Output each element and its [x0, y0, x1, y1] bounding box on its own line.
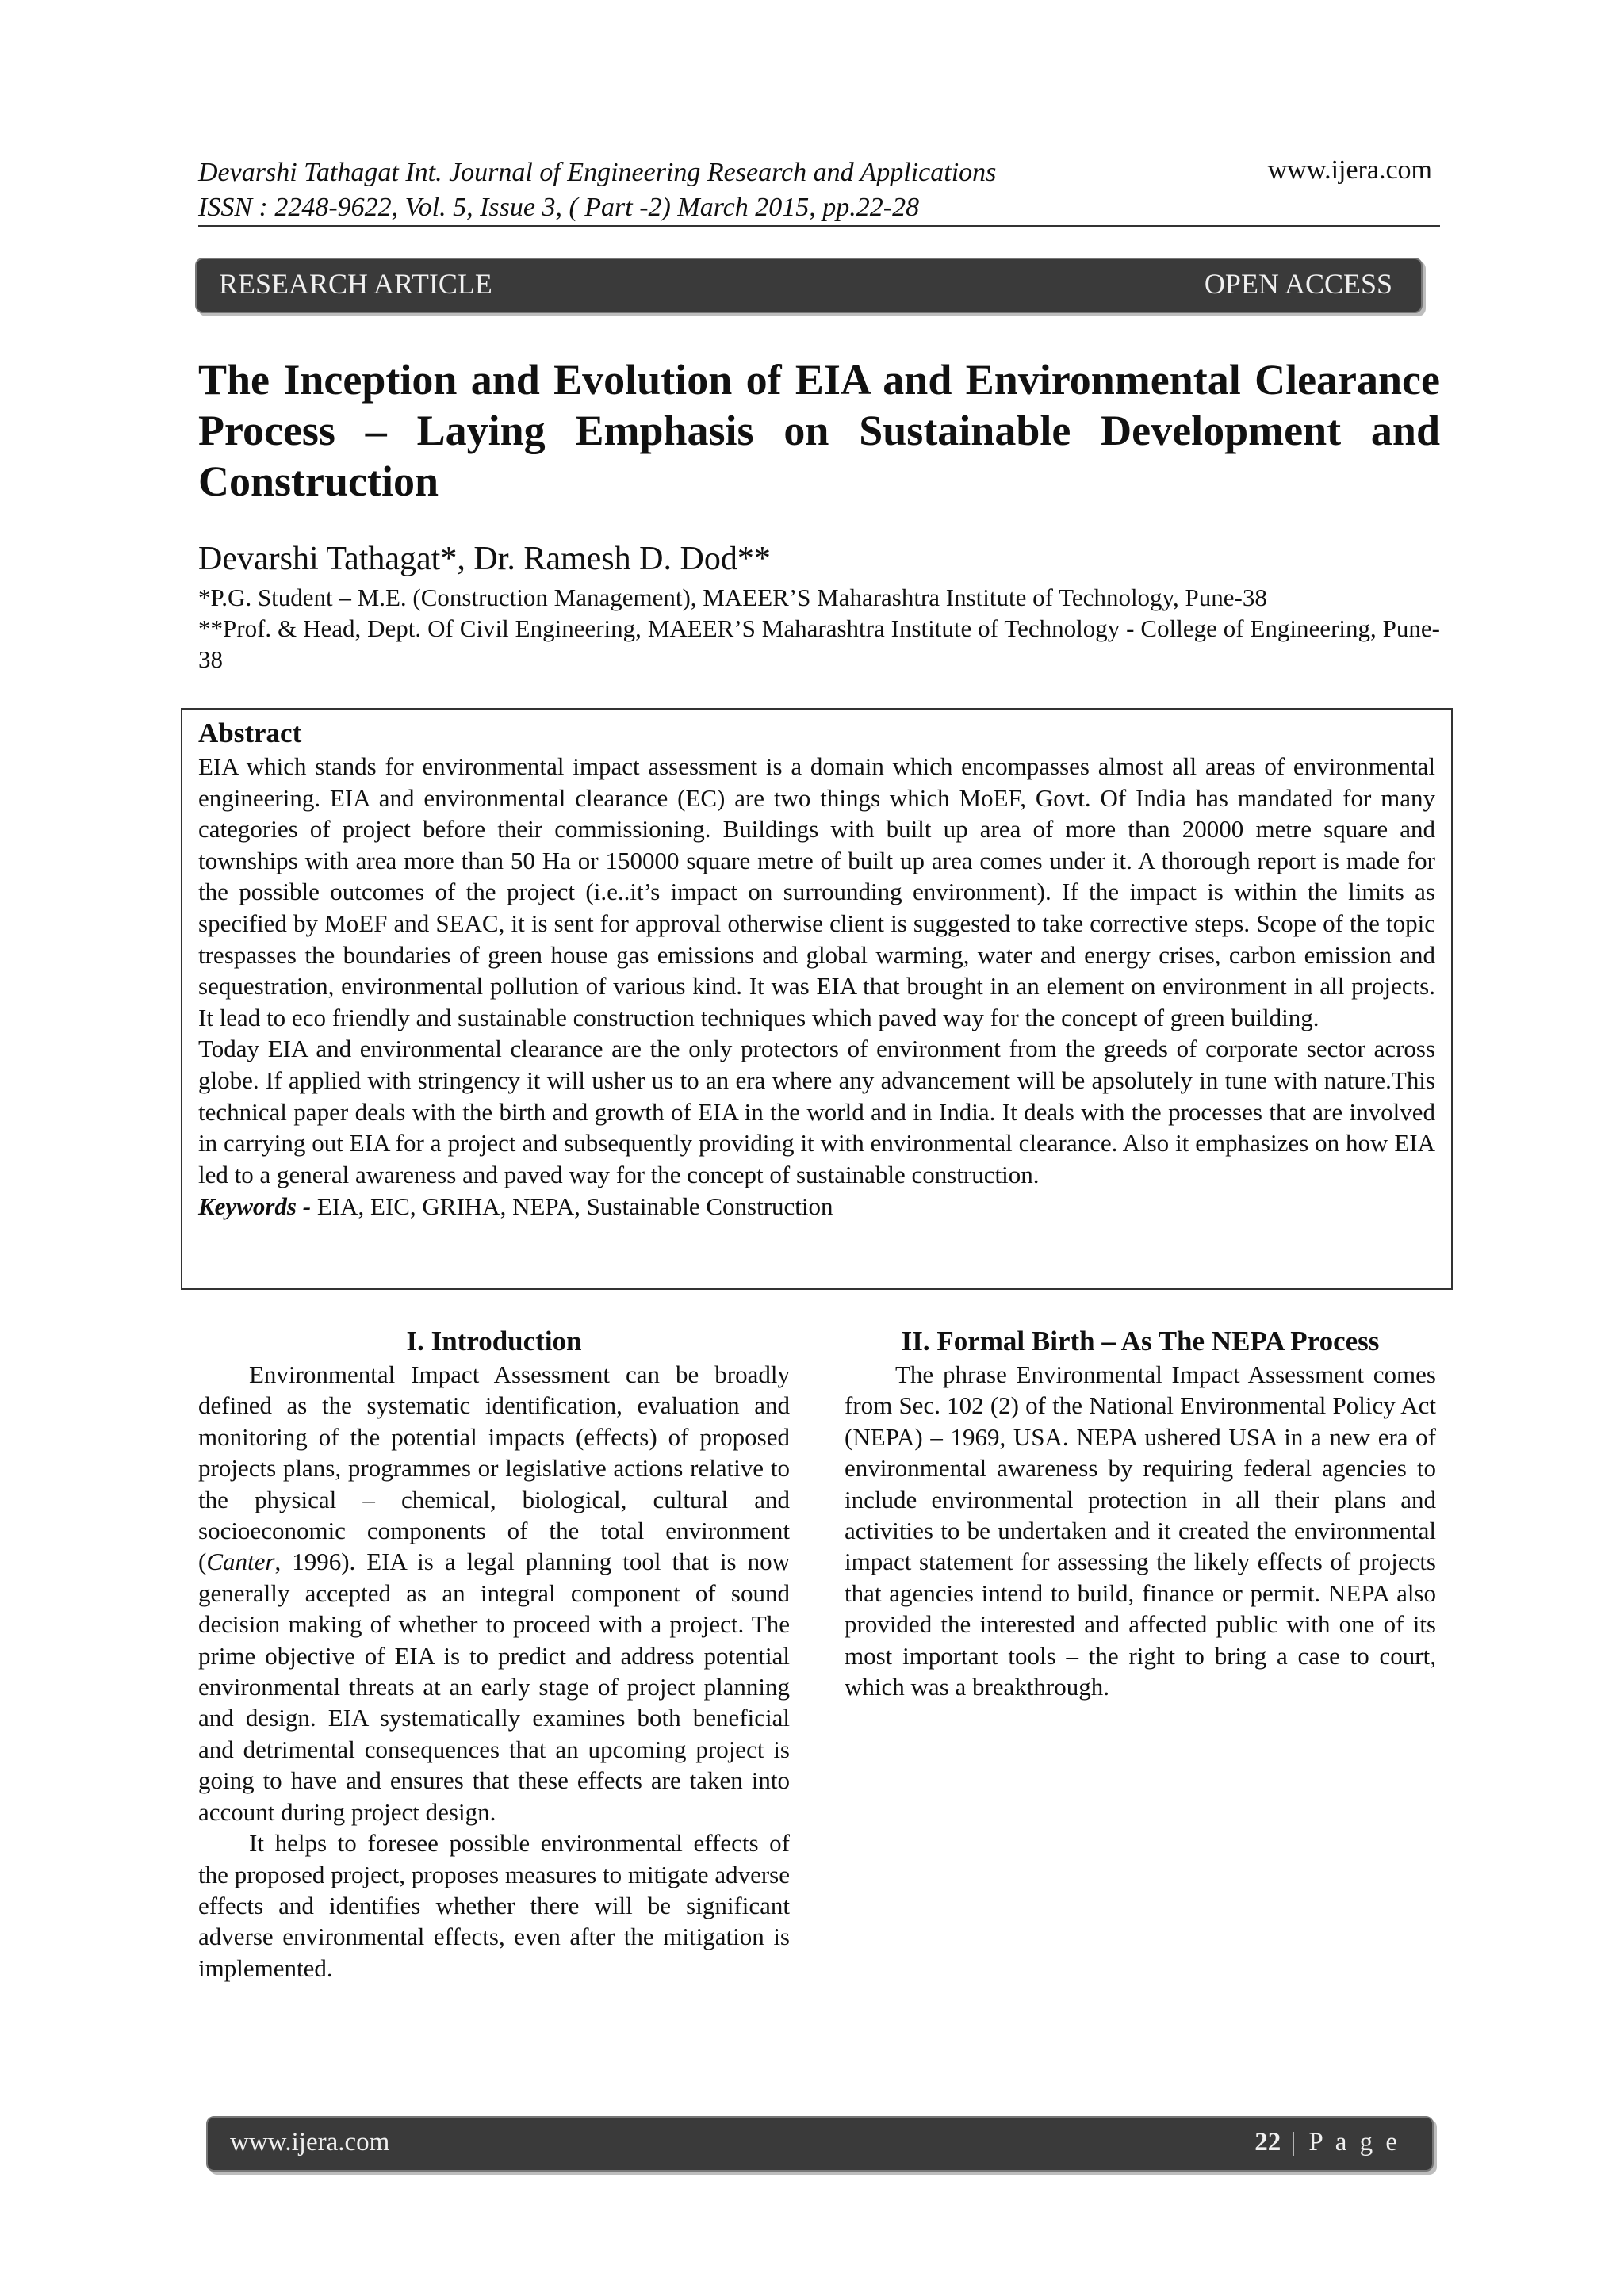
article-type-banner — [195, 258, 1423, 313]
keywords-list: EIA, EIC, GRIHA, NEPA, Sustainable Construction — [316, 1192, 833, 1221]
abstract-paragraph-1: EIA which stands for environmental impact assessment is a domain which encompasses almost all areas of environmental engineering. EIA and environmental clearance (EC) are two things which MoEF, Govt. Of India has mandated for many categories of project before their commissioning. Buildings with built up area of more than 20000 metre square and townships with area more than 50 Ha or 150000 square metre of built up area comes under it. A thorough report is made for the possible outcomes of the project (i.e..it’s impact on surrounding environment). If the impact is within the limits as specified by MoEF and SEAC, it is sent for approval otherwise client is suggested to take corrective steps. Scope of the topic trespasses the boundaries of green house gas emissions and global warming, water and energy crises, carbon emission and sequestration, environmental pollution of various kind. It was EIA that brought in an element on environment in all projects. It lead to eco friendly and sustainable construction techniques which paved way for the concept of green building. — [198, 752, 1435, 1031]
page-number-value: 22 — [1254, 2128, 1281, 2156]
abstract-paragraph-2: Today EIA and environmental clearance are the only protectors of environment from the greeds of corporate sector across globe. If applied with stringency it will usher us to an era where any advancement will be apsolutely in tune with nature.This technical paper deals with the birth and growth of EIA in the world and in India. It deals with the processes that are involved in carrying out EIA for a project and subsequently providing it with environmental clearance. Also it emphasizes on how EIA led to a general awareness and paved way for the concept of sustainable construction. — [198, 1035, 1435, 1188]
affiliations — [198, 582, 1440, 675]
page-footer — [206, 2116, 1434, 2172]
affiliation-1: *P.G. Student – M.E. (Construction Management), MAEER’S Maharashtra Institute of Technology, Pune-38 — [198, 584, 1267, 611]
left-column — [198, 1324, 790, 1984]
section-1-paragraph-1 — [198, 1359, 790, 1827]
header-website-link[interactable]: www.ijera.com — [1267, 155, 1432, 185]
section-1-p1-text: Environmental Impact Assessment can be broadly defined as the systematic identification, evaluation and monitoring of the potential impacts (effects) of proposed projects plans, programmes or legislative actions relative to the physical – chemical, biological, cultural and socioeconomic components of the total environment ( — [198, 1360, 790, 1576]
journal-line: Devarshi Tathagat Int. Journal of Engineering Research and Applications — [198, 158, 997, 187]
section-2-paragraph-1: The phrase Environmental Impact Assessment comes from Sec. 102 (2) of the National Environmental Policy Act (NEPA) – 1969, USA. NEPA ushered USA in a new era of environmental awareness by requiring federal agencies to include environmental protection in all their plans and activities to be undertaken and it created the environmental impact statement for assessing the likely effects of projects that agencies intend to build, finance or permit. NEPA also provided the interested and affected public with one of its most important tools – the right to bring a case to court, which was a breakthrough. — [845, 1360, 1436, 1701]
footer-website-link[interactable]: www.ijera.com — [230, 2128, 390, 2156]
section-1-paragraph-2: It helps to foresee possible environmental effects of the proposed project, proposes measures to mitigate adverse effects and identifies whether there will be significant adverse environmental effects, even after the mitigation is implemented. — [198, 1829, 790, 1982]
abstract-heading: Abstract — [198, 718, 302, 748]
author-list: Devarshi Tathagat*, Dr. Ramesh D. Dod** — [198, 541, 771, 577]
paper-title: The Inception and Evolution of EIA and Environmental Clearance Process – Laying Emphasis on Sustainable Development and Construction — [198, 356, 1440, 505]
issn-line: ISSN : 2248-9622, Vol. 5, Issue 3, ( Part -2) March 2015, pp.22-28 — [198, 193, 920, 222]
header-rule — [198, 225, 1440, 227]
section-1-heading: I. Introduction — [406, 1326, 582, 1357]
research-article-label: RESEARCH ARTICLE — [219, 268, 492, 300]
section-2-heading: II. Formal Birth – As The NEPA Process — [901, 1326, 1380, 1357]
citation-author: Canter — [206, 1548, 275, 1576]
keywords-label: Keywords - — [198, 1192, 312, 1221]
page-label: | P a g e — [1281, 2128, 1400, 2156]
section-1-p1-text-cont: , 1996). EIA is a legal planning tool that is now generally accepted as an integral component of sound decision making of whether to proceed with a project. The prime objective of EIA is to predict and address potential environmental threats at an early stage of project planning and design. EIA systematically examines both beneficial and detrimental consequences that an upcoming project is going to have and ensures that these effects are taken into account during project design. — [198, 1548, 790, 1826]
keywords — [198, 1190, 1435, 1223]
affiliation-2: **Prof. & Head, Dept. Of Civil Engineering, MAEER’S Maharashtra Institute of Technology - College of Engineering, Pune-38 — [198, 614, 1440, 673]
open-access-label: OPEN ACCESS — [1204, 268, 1392, 300]
abstract-box — [181, 708, 1453, 1290]
right-column — [845, 1324, 1436, 1702]
page-number — [1254, 2128, 1400, 2157]
running-header — [198, 155, 1440, 225]
